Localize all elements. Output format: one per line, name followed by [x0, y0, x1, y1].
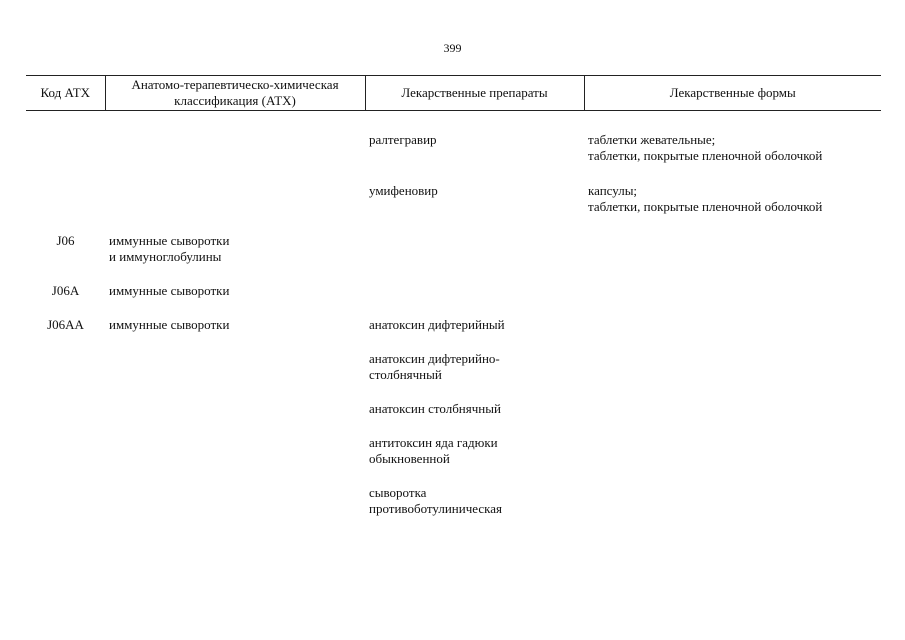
drug-line: столбнячный [369, 367, 442, 382]
cell-forms [584, 283, 881, 317]
table-row [26, 485, 881, 535]
header-forms: Лекарственные формы [584, 76, 881, 111]
form-line: таблетки жевательные; [588, 132, 716, 147]
cell-code: J06 [56, 233, 75, 248]
cell-code [26, 351, 105, 401]
cell-code [26, 485, 105, 535]
class-line: иммунные сыворотки [109, 283, 230, 298]
header-classification: Анатомо-терапевтическо-химическая классификация (АТХ) [105, 76, 365, 111]
cell-drug [365, 485, 584, 535]
table-row [26, 183, 881, 233]
cell-class [105, 233, 365, 283]
table-row [26, 317, 881, 351]
table-row [26, 283, 881, 317]
cell-drug [365, 283, 584, 317]
drug-line: обыкновенной [369, 451, 450, 466]
form-line: таблетки, покрытые пленочной оболочкой [588, 148, 823, 163]
header-row [26, 76, 881, 111]
cell-forms [584, 485, 881, 535]
page-number: 399 [443, 41, 462, 55]
table-row [26, 435, 881, 485]
class-line: иммунные сыворотки [109, 317, 230, 332]
cell-drug: умифеновир [369, 183, 438, 198]
cell-forms [584, 435, 881, 485]
cell-code [26, 401, 105, 435]
cell-forms [584, 317, 881, 351]
table-row [26, 351, 881, 401]
table-header [26, 76, 881, 111]
cell-forms [584, 401, 881, 435]
header-drugs: Лекарственные препараты [365, 76, 584, 111]
cell-forms [584, 111, 881, 184]
cell-drug [365, 351, 584, 401]
cell-code: J06A [51, 283, 80, 298]
drug-line: сыворотка [369, 485, 427, 500]
class-line: и иммуноглобулины [109, 249, 222, 264]
cell-forms [584, 183, 881, 233]
cell-drug: ралтегравир [369, 132, 437, 147]
cell-forms [584, 351, 881, 401]
table-row [26, 401, 881, 435]
cell-code: J06AA [47, 317, 84, 332]
drug-line: противоботулиническая [369, 501, 502, 516]
form-line: капсулы; [588, 183, 638, 198]
cell-drug [365, 435, 584, 485]
header-code: Код АТХ [26, 76, 105, 111]
drug-line: антитоксин яда гадюки [369, 435, 498, 450]
cell-class [105, 283, 365, 317]
cell-class [105, 183, 365, 233]
cell-class [105, 111, 365, 184]
cell-class [105, 485, 365, 535]
cell-forms [584, 233, 881, 283]
cell-class [105, 317, 365, 351]
cell-class [105, 351, 365, 401]
cell-code [26, 183, 105, 233]
cell-drug [365, 233, 584, 283]
cell-drug: анатоксин дифтерийный [369, 317, 505, 332]
table-body [26, 111, 881, 536]
table-row [26, 233, 881, 283]
cell-drug: анатоксин столбнячный [369, 401, 501, 416]
cell-class [105, 401, 365, 435]
cell-code [26, 435, 105, 485]
drug-line: анатоксин дифтерийно- [369, 351, 500, 366]
cell-class [105, 435, 365, 485]
form-line: таблетки, покрытые пленочной оболочкой [588, 199, 823, 214]
atx-table [26, 75, 881, 535]
table-row [26, 111, 881, 184]
cell-code [26, 111, 105, 184]
class-line: иммунные сыворотки [109, 233, 230, 248]
